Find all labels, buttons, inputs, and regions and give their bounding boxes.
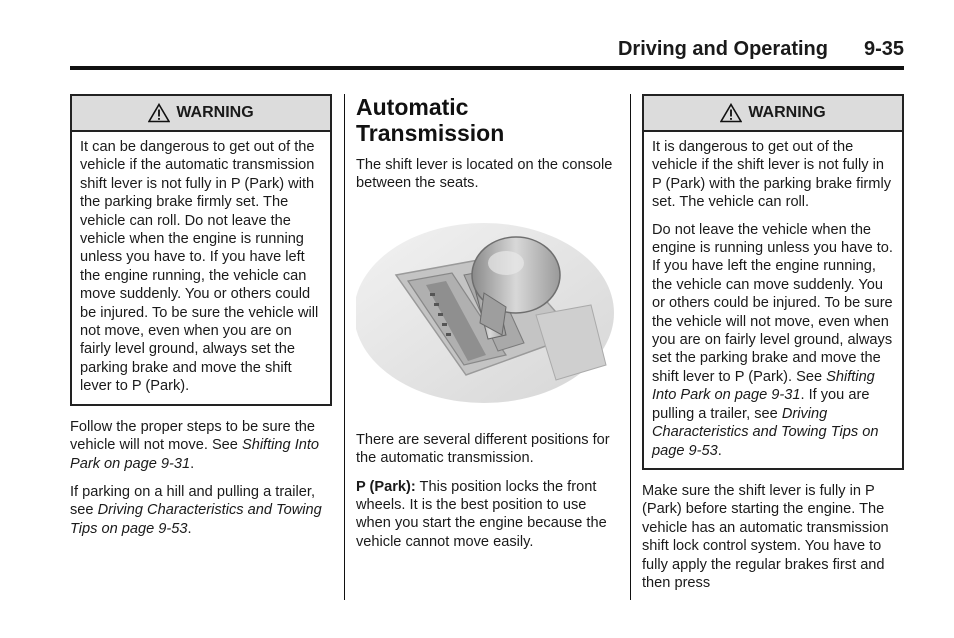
warning-triangle-icon [148,103,170,123]
warning-box [642,94,904,470]
warning-triangle-icon [720,103,742,123]
page-number: 9-35 [863,38,904,60]
page-header [70,36,904,70]
section-title: Driving and Operating [617,38,828,60]
cross-reference-link[interactable]: Shifting Into Park on page 9-31 [652,368,875,404]
shift-lever-illustration [356,215,618,411]
paragraph: There are several different positions for the automatic transmission. [356,431,610,467]
warning-text [652,221,894,460]
paragraph-text: . [190,455,195,472]
section-heading: Automatic Transmission [356,94,505,146]
cross-reference-link[interactable]: Shifting Into Park on page 9-31 [70,437,320,472]
paragraph [70,483,332,538]
column-left [70,94,332,548]
paragraph: The shift lever is located on the console between the seats. [356,157,613,192]
paragraph: Make sure the shift lever is fully in P (Park) before starting the engine. The vehicle has an automatic transmission shift lock control system. You have to fully apply the regular brakes first and then press [642,482,889,591]
term-description: This position locks the front wheels. It is the best position to use when you start the engine because the vehicle cannot move easily. [356,478,607,550]
warning-text-part: . [717,442,722,459]
warning-text-part: Do not leave the vehicle when the engine is running unless you have to. If you have left the engine running, the vehicle can move suddenly. You or others could be injured. To be sure the vehicle will not move, even when you are on fairly level ground, always set the parking brake and move the shift lever to P (Park). See [652,221,893,385]
warning-text-part: . If you are pulling a trailer, see [652,387,870,422]
warning-text: It can be dangerous to get out of the vehicle if the automatic transmission shift lever is not fully in P (Park) with the parking brake firmly set. The vehicle can roll. Do not leave the vehicle when the engine is running unless you have to. If you have left the engine running, the vehicle can move suddenly. You or others could be injured. To be sure the vehicle will not move, even when you are on fairly level ground, always set the parking brake and move the shift lever to P (Park). [80,139,319,395]
warning-box [70,94,332,406]
paragraph-text: . [187,520,192,537]
paragraph [356,478,618,552]
column-divider [630,94,631,600]
shift-lever-image [356,215,618,411]
term-label: P (Park): [356,478,416,495]
warning-body [72,132,330,404]
paragraph [70,418,332,473]
warning-header [72,96,330,132]
warning-text: It is dangerous to get out of the vehicle if the shift lever is not fully in P (Park) with the parking brake firmly set. The vehicle can roll. [652,139,891,211]
cross-reference-link[interactable]: Driving Characteristics and Towing Tips on page 9-53 [652,405,879,459]
warning-header [644,96,902,132]
warning-body [644,132,902,468]
warning-label: WARNING [748,103,826,121]
column-right [642,94,904,602]
paragraph-text: If parking on a hill and pulling a trailer, see [70,483,316,519]
warning-label: WARNING [176,103,254,121]
cross-reference-link[interactable]: Driving Characteristics and Towing Tips on page 9-53 [70,502,322,537]
column-middle [356,94,618,561]
paragraph-text: Follow the proper steps to be sure the vehicle will not move. See [70,418,315,454]
column-divider [344,94,345,600]
